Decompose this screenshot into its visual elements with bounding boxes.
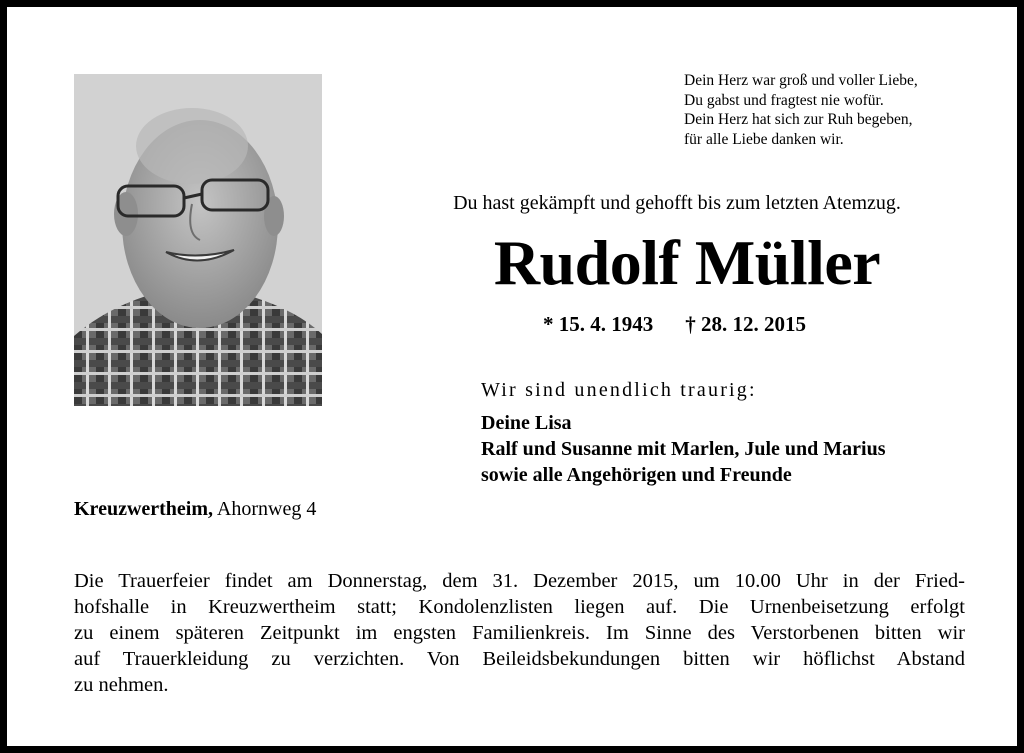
- family-address: [74, 498, 316, 521]
- motto-line: Du hast gekämpft und gehofft bis zum letzten Atemzug.: [453, 192, 901, 214]
- birth-date: * 15. 4. 1943: [543, 312, 654, 336]
- poem-line: für alle Liebe danken wir.: [684, 130, 844, 148]
- notice-line: zu nehmen.: [74, 674, 169, 696]
- notice-line: Die Trauerfeier findet am Donnerstag, dem 31. Dezember 2015, um 10.00 Uhr in der Fried-: [74, 570, 965, 592]
- notice-line: zu einem späteren Zeitpunkt im engsten Familienkreis. Im Sinne des Verstorbenen bitten wir: [74, 622, 965, 644]
- poem-line: Dein Herz war groß und voller Liebe,: [684, 72, 918, 89]
- mourner-entry: Deine Lisa: [481, 412, 572, 434]
- poem-line: Du gabst und fragtest nie wofür.: [684, 91, 884, 109]
- death-date: † 28. 12. 2015: [685, 312, 806, 336]
- mourners-list: [481, 410, 886, 488]
- notice-line: hofshalle in Kreuzwertheim statt; Kondolenzlisten liegen auf. Die Urnenbeisetzung erfolgt: [74, 596, 965, 618]
- address-street: Ahornweg 4: [213, 498, 317, 520]
- life-dates: [543, 312, 806, 337]
- mourner-entry: Ralf und Susanne mit Marlen, Jule und Marius: [481, 438, 886, 460]
- mourners-intro: Wir sind unendlich traurig:: [481, 379, 757, 401]
- memorial-poem: [684, 71, 984, 149]
- poem-line: Dein Herz hat sich zur Ruh begeben,: [684, 111, 913, 128]
- deceased-name: Rudolf Müller: [493, 227, 881, 298]
- address-city: Kreuzwertheim,: [74, 498, 214, 520]
- notice-line: auf Trauerkleidung zu verzichten. Von Beileidsbekundungen bitten wir höflichst Abstand: [74, 648, 965, 670]
- funeral-notice: [74, 568, 965, 698]
- mourner-entry: sowie alle Angehörigen und Freunde: [481, 464, 792, 486]
- portrait-photo: [74, 74, 322, 406]
